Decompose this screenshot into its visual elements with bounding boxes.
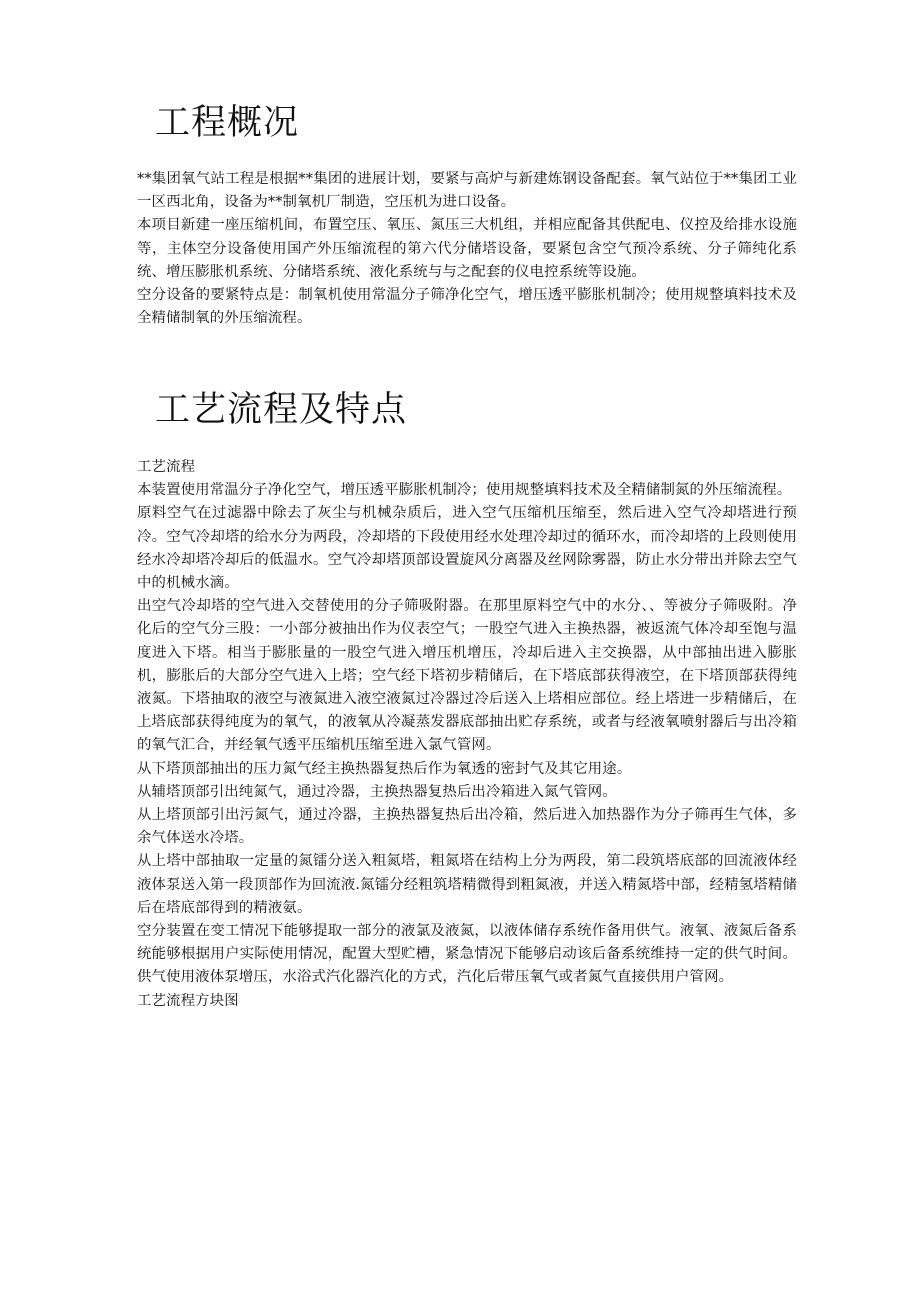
paragraph: 从上塔顶部引出污氮气，通过冷器，主换热器复热后出冷箱，然后进入加热器作为分子筛再生气体，多余气体送水冷塔。 [137, 807, 797, 847]
section-heading-overview: 工程概况 [155, 103, 300, 143]
paragraph: 空分设备的要紧特点是：制氧机使用常温分子筛净化空气，增压透平膨胀机制冷；使用规整填料技术及全精储制氧的外压缩流程。 [137, 287, 797, 327]
paragraph: 从上塔中部抽取一定量的氮镭分送入粗氮塔，粗氮塔在结构上分为两段，第二段筑塔底部的回流液体经液体泵送入第一段顶部作为回流液.氮镭分经粗筑塔精微得到粗氮液，并送入精氮塔中部，经精氢塔精储后在塔底部得到的精液氨。 [137, 853, 797, 916]
overview-body [137, 168, 797, 330]
paragraph: 空分装置在变工情况下能够提取一部分的液氯及液氮，以液体储存系统作备用供气。液氧、液氮后备系统能够根据用户实际使用情况，配置大型贮槽，紧急情况下能够启动该后备系统维持一定的供气时间。供气使用液体泵增压，水浴式汽化器汽化的方式，汽化后带压氧气或者氮气直接供用户管网。 [137, 923, 797, 986]
caption-block-diagram: 工艺流程方块图 [137, 992, 239, 1009]
paragraph: 出空气冷却塔的空气进入交替使用的分子筛吸附器。在那里原料空气中的水分、、等被分子筛吸附。净化后的空气分三股：一小部分被抽出作为仪表空气；一股空气进入主换热器，被返流气体冷却至饱与温度进入下塔。相当于膨胀量的一股空气进入增压机增压，冷却后进入主交换器，从中部抽出进入膨胀机，膨胀后的大部分空气进入上塔；空气经下塔初步精储后，在下塔底部获得液空，在下塔顶部获得纯液氮。下塔抽取的液空与液氮进入液空液氮过冷器过冷后送入上塔相应部位。经上塔进一步精储后，在上塔底部获得纯度为的氧气，的液氧从冷凝蒸发器底部抽出贮存系统，或者与经液氧喷射器后与出冷箱的氧气汇合，并经氧气透平压缩机压缩至进入氯气管网。 [137, 598, 797, 754]
paragraph: **集团氧气站工程是根据**集团的进展计划，要紧与高炉与新建炼钢设备配套。氧气站位于**集团工业一区西北角，设备为**制氧机厂制造，空压机为进口设备。 [137, 171, 797, 211]
paragraph: 本项目新建一座压缩机间，布置空压、氧压、氮压三大机组，并相应配备其供配电、仪控及给排水设施等，主体空分设备使用国产外压缩流程的第六代分储塔设备，要紧包含空气预冷系统、分子筛纯化系统、增压膨胀机系统、分储塔系统、液化系统与与之配套的仪电控系统等设施。 [137, 217, 797, 280]
paragraph: 从辅塔顶部引出纯氮气，通过冷器，主换热器复热后出冷箱进入氮气管网。 [137, 783, 617, 800]
paragraph: 本装置使用常温分子净化空气，增压透平膨胀机制冷；使用规整填料技术及全精储制氮的外压缩流程。 [137, 482, 792, 499]
section-heading-process: 工艺流程及特点 [155, 390, 408, 430]
paragraph: 从下塔顶部抽出的压力氮气经主换热器复热后作为氧透的密封气及其它用途。 [137, 760, 632, 777]
process-body [137, 456, 797, 1013]
subheading-process-flow: 工艺流程 [137, 459, 196, 475]
paragraph: 原料空气在过滤器中除去了灰尘与机械杂质后，进入空气压缩机压缩至，然后进入空气冷却塔进行预冷。空气冷却塔的给水分为两段，冷却塔的下段使用经水处理冷却过的循环水，而冷却塔的上段则使用经水冷却塔冷却后的低温水。空气冷却塔顶部设置旋风分离器及丝网除雾器，防止水分带出并除去空气中的机械水滴。 [137, 505, 797, 592]
